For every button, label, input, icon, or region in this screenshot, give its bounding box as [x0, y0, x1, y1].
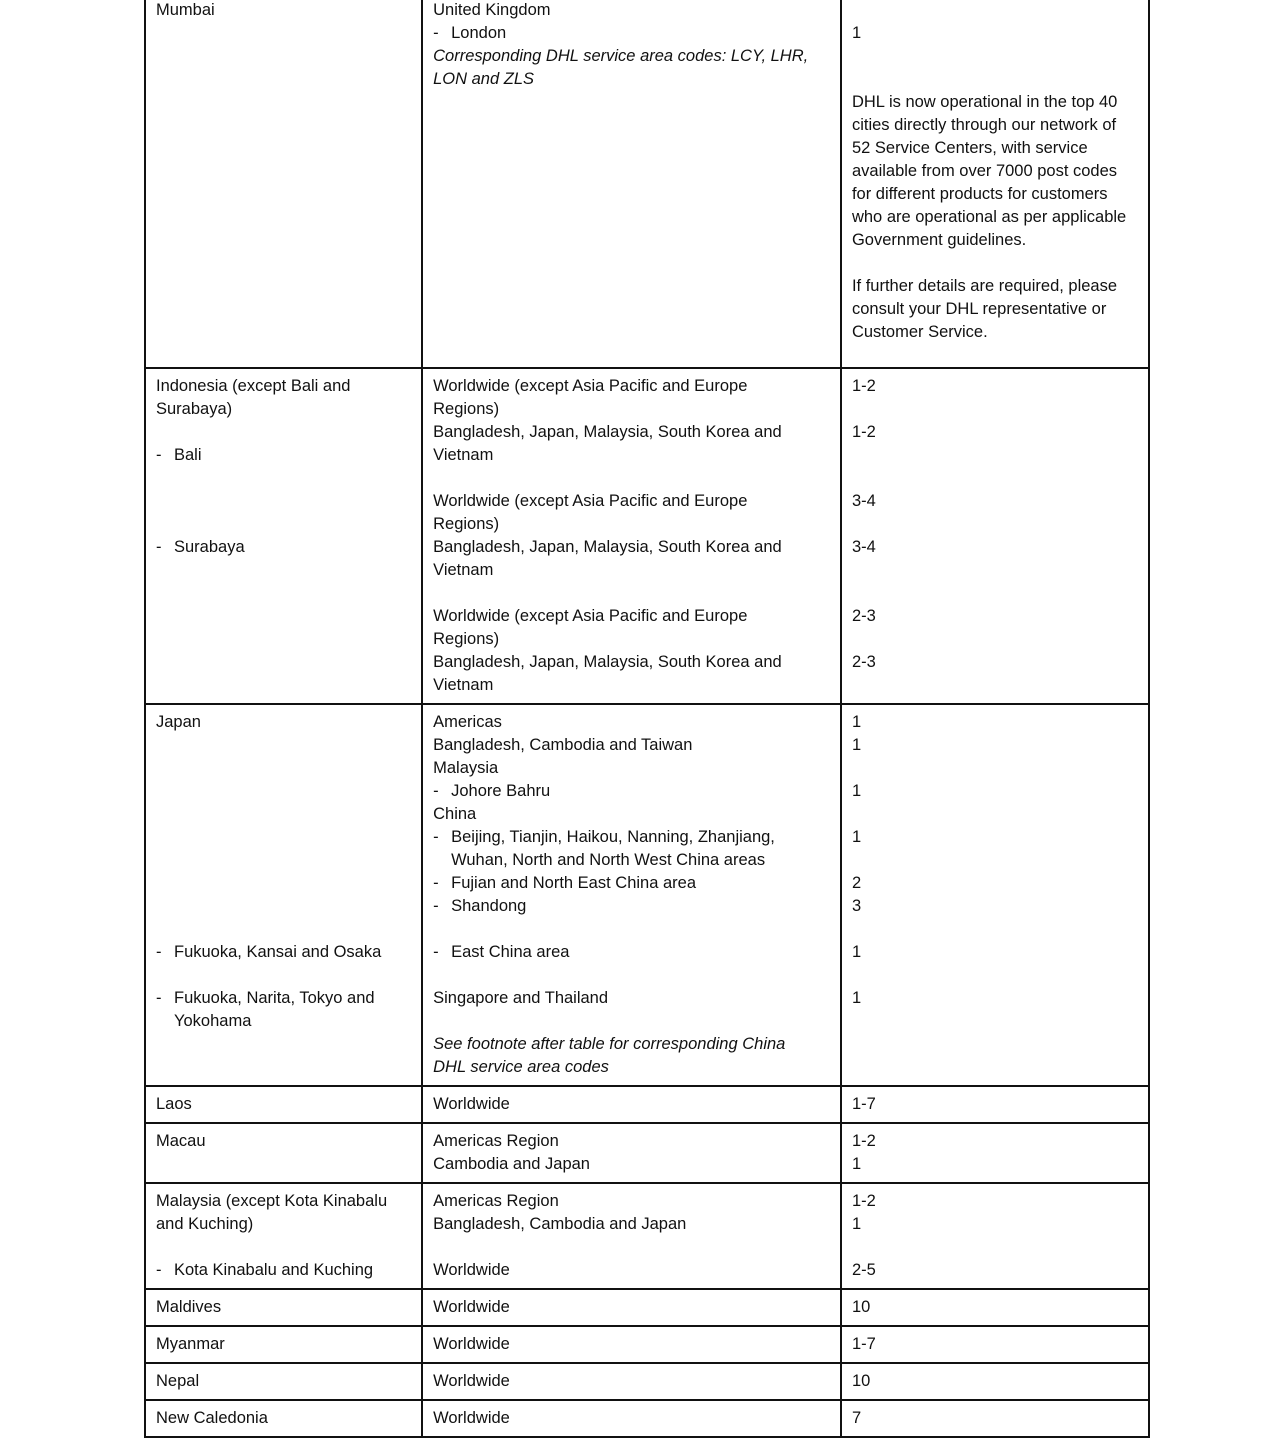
- destination-line: China: [433, 805, 477, 823]
- transit-days: 1: [851, 782, 862, 800]
- destination-sub: - Beijing, Tianjin, Haikou, Nanning, Zhanjiang,: [433, 828, 775, 846]
- origin-label: Indonesia (except Bali and: [156, 377, 351, 395]
- origin-sub: - Surabaya: [156, 538, 245, 556]
- transit-days: 2-5: [851, 1261, 876, 1279]
- cell-origin: [145, 1326, 422, 1363]
- destination-sub: - East China area: [433, 943, 570, 961]
- transit-days: 3: [851, 897, 862, 915]
- table-row-indonesia: [145, 368, 1149, 704]
- contact-note: Customer Service.: [851, 323, 988, 341]
- destination-line: Bangladesh, Japan, Malaysia, South Korea and: [433, 653, 782, 671]
- transit-days: 7: [851, 1409, 862, 1427]
- operational-note: available from over 7000 post codes: [851, 162, 1118, 180]
- destination-line: Americas Region: [433, 1192, 559, 1210]
- origin-label: Nepal: [156, 1372, 200, 1390]
- cell-days: [841, 368, 1149, 704]
- transit-days: 2-3: [851, 653, 876, 671]
- transit-days: 3-4: [851, 492, 876, 510]
- transit-days: 2: [851, 874, 862, 892]
- origin-sub: - Fukuoka, Kansai and Osaka: [156, 943, 382, 961]
- origin-label: Malaysia (except Kota Kinabalu: [156, 1192, 388, 1210]
- table-row-macau: [145, 1123, 1149, 1183]
- footnote-reference: See footnote after table for corresponding China: [433, 1035, 786, 1053]
- destination-line: Worldwide: [433, 1261, 510, 1279]
- destination-sub: - Shandong: [433, 897, 527, 915]
- table-row-malaysia: [145, 1183, 1149, 1289]
- destination-line: Vietnam: [433, 446, 494, 464]
- transit-days: 10: [851, 1298, 871, 1316]
- table-row-myanmar: [145, 1326, 1149, 1363]
- destination-line: Bangladesh, Cambodia and Japan: [433, 1215, 687, 1233]
- cell-days: [841, 1326, 1149, 1363]
- transit-days: 1-7: [851, 1335, 876, 1353]
- cell-origin: [145, 704, 422, 1086]
- transit-days: 1: [851, 1215, 862, 1233]
- destination-line: Worldwide: [433, 1335, 510, 1353]
- destination-line: Bangladesh, Japan, Malaysia, South Korea and: [433, 423, 782, 441]
- transit-days: 1-2: [851, 1192, 876, 1210]
- footnote-reference: DHL service area codes: [433, 1058, 609, 1076]
- destination-sub: - Johore Bahru: [433, 782, 551, 800]
- destination-line: Cambodia and Japan: [433, 1155, 590, 1173]
- destination-line: Americas Region: [433, 1132, 559, 1150]
- transit-days: 1: [851, 828, 862, 846]
- destination-line: Worldwide: [433, 1298, 510, 1316]
- destination-line: Vietnam: [433, 561, 494, 579]
- cell-origin: [145, 1400, 422, 1437]
- origin-label: and Kuching): [156, 1215, 254, 1233]
- destination-sub: Wuhan, North and North West China areas: [451, 851, 766, 869]
- contact-note: consult your DHL representative or: [851, 300, 1107, 318]
- cell-days: [841, 0, 1149, 368]
- cell-destination: [422, 704, 841, 1086]
- transit-days: 1-2: [851, 1132, 876, 1150]
- origin-label: Surabaya): [156, 400, 233, 418]
- operational-note: for different products for customers: [851, 185, 1108, 203]
- transit-days: 1: [851, 713, 862, 731]
- transit-days: 1: [851, 1155, 862, 1173]
- destination-line: Worldwide (except Asia Pacific and Europe: [433, 607, 748, 625]
- origin-sub: - Kota Kinabalu and Kuching: [156, 1261, 374, 1279]
- cell-origin: [145, 1086, 422, 1123]
- origin-label: New Caledonia: [156, 1409, 268, 1427]
- transit-days: 1: [851, 989, 862, 1007]
- cell-destination: [422, 1400, 841, 1437]
- destination-line: Malaysia: [433, 759, 499, 777]
- cell-destination: [422, 1086, 841, 1123]
- operational-note: cities directly through our network of: [851, 116, 1117, 134]
- origin-label: Laos: [156, 1095, 192, 1113]
- cell-origin: [145, 1289, 422, 1326]
- cell-origin: [145, 1123, 422, 1183]
- destination-line: Worldwide: [433, 1409, 510, 1427]
- table-row-laos: [145, 1086, 1149, 1123]
- origin-label: Maldives: [156, 1298, 222, 1316]
- transit-times-table: [144, 0, 1150, 1438]
- operational-note: 52 Service Centers, with service: [851, 139, 1088, 157]
- transit-days: 1-2: [851, 377, 876, 395]
- destination-line: Worldwide: [433, 1095, 510, 1113]
- cell-destination: [422, 1183, 841, 1289]
- operational-note: who are operational as per applicable: [851, 208, 1127, 226]
- table-row-new-caledonia: [145, 1400, 1149, 1437]
- transit-days: 2-3: [851, 607, 876, 625]
- transit-days: 10: [851, 1372, 871, 1390]
- cell-days: [841, 704, 1149, 1086]
- destination-line: Americas: [433, 713, 502, 731]
- destination-sub: - Fujian and North East China area: [433, 874, 696, 892]
- destination-line: Bangladesh, Japan, Malaysia, South Korea and: [433, 538, 782, 556]
- table-row-maldives: [145, 1289, 1149, 1326]
- transit-days: 1-2: [851, 423, 876, 441]
- service-area-note: LON and ZLS: [433, 70, 534, 88]
- origin-sub: - Fukuoka, Narita, Tokyo and: [156, 989, 375, 1007]
- cell-origin: [145, 368, 422, 704]
- destination-line: Regions): [433, 400, 500, 418]
- destination-line: Worldwide (except Asia Pacific and Europe: [433, 377, 748, 395]
- cell-days: [841, 1123, 1149, 1183]
- transit-days: 3-4: [851, 538, 876, 556]
- cell-destination: [422, 1289, 841, 1326]
- operational-note: DHL is now operational in the top 40: [851, 93, 1118, 111]
- cell-days: [841, 1289, 1149, 1326]
- transit-days: 1: [851, 943, 862, 961]
- cell-days: [841, 1183, 1149, 1289]
- contact-note: If further details are required, please: [851, 277, 1118, 295]
- cell-destination: [422, 1326, 841, 1363]
- origin-label: Mumbai: [156, 1, 215, 19]
- destination-line: Singapore and Thailand: [433, 989, 609, 1007]
- destination-sub: - London: [433, 24, 507, 42]
- origin-sub: Yokohama: [174, 1012, 252, 1030]
- table-row-japan: [145, 704, 1149, 1086]
- destination-line: Regions): [433, 630, 500, 648]
- cell-days: [841, 1400, 1149, 1437]
- operational-note: Government guidelines.: [851, 231, 1027, 249]
- service-area-note: Corresponding DHL service area codes: LCY, LHR,: [433, 47, 809, 65]
- transit-days: 1: [851, 736, 862, 754]
- origin-label: Japan: [156, 713, 201, 731]
- table-row-mumbai: [145, 0, 1149, 368]
- cell-origin: [145, 1183, 422, 1289]
- cell-origin: [145, 0, 422, 368]
- destination-line: Worldwide (except Asia Pacific and Europe: [433, 492, 748, 510]
- destination-line: Worldwide: [433, 1372, 510, 1390]
- destination-line: Vietnam: [433, 676, 494, 694]
- origin-sub: - Bali: [156, 446, 202, 464]
- cell-destination: [422, 368, 841, 704]
- transit-days: 1: [851, 24, 862, 42]
- origin-label: Macau: [156, 1132, 206, 1150]
- origin-label: Myanmar: [156, 1335, 225, 1353]
- cell-destination: [422, 0, 841, 368]
- cell-days: [841, 1086, 1149, 1123]
- transit-days: 1-7: [851, 1095, 876, 1113]
- destination-line: Regions): [433, 515, 500, 533]
- destination-line: United Kingdom: [433, 1, 551, 19]
- destination-line: Bangladesh, Cambodia and Taiwan: [433, 736, 693, 754]
- cell-destination: [422, 1123, 841, 1183]
